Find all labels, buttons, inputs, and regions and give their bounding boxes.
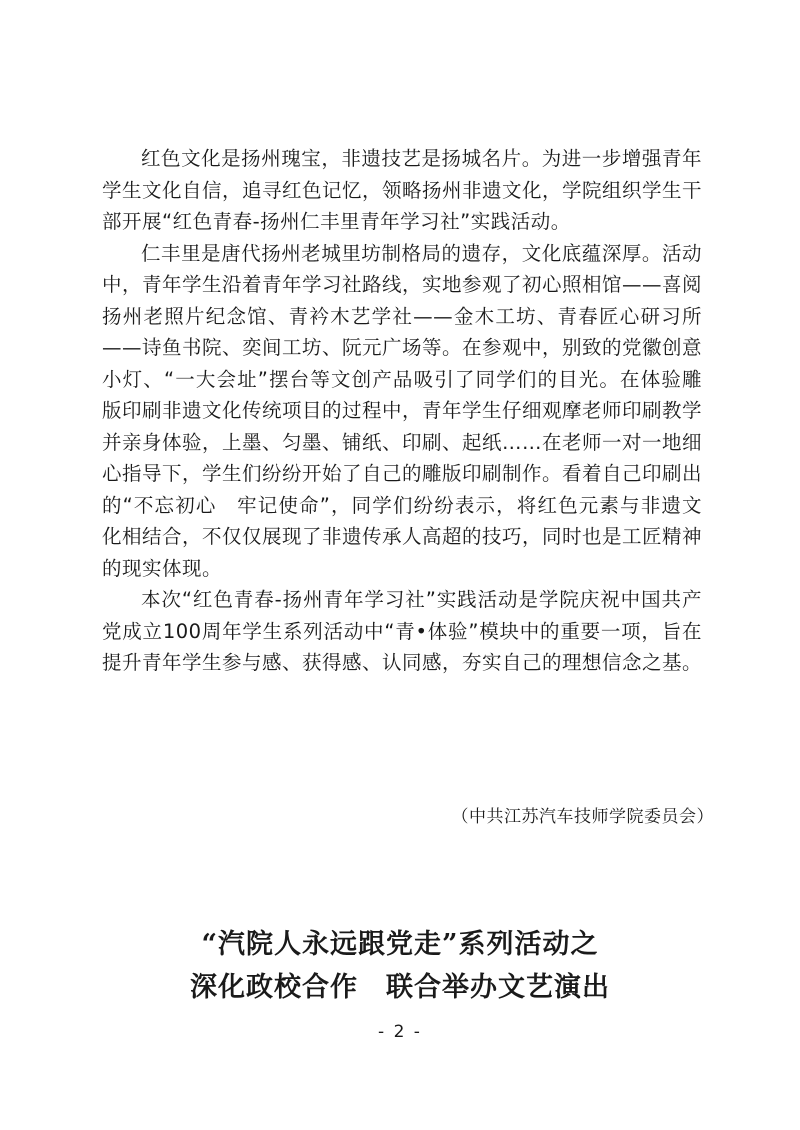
page-number: - 2 -	[378, 1022, 422, 1042]
article-body	[102, 143, 702, 679]
paragraph-summary: 本次“红色青春-扬州青年学习社”实践活动是学院庆祝中国共产党成立100周年学生系列活动中“青•体验”模块中的重要一项，旨在提升青年学生参与感、获得感、认同感，夯实自己的理想信念之基。	[102, 588, 703, 674]
article-signature: （中共江苏汽车技师学院委员会）	[451, 807, 714, 827]
next-article-title-line2: 深化政校合作 联合举办文艺演出	[190, 972, 610, 1003]
paragraph-intro: 红色文化是扬州瑰宝，非遗技艺是扬城名片。为进一步增强青年学生文化自信，追寻红色记忆，领略扬州非遗文化，学院组织学生干部开展“红色青春-扬州仁丰里青年学习社”实践活动。	[102, 147, 703, 233]
next-article-title-line1: “汽院人永远跟党走”系列活动之	[201, 929, 599, 960]
paragraph-activity: 仁丰里是唐代扬州老城里坊制格局的遗存，文化底蕴深厚。活动中，青年学生沿着青年学习社路线，实地参观了初心照相馆——喜阅扬州老照片纪念馆、青衿木艺学社——金木工坊、青春匠心研习所——诗鱼书院、奕间工坊、阮元广场等。在参观中，别致的党徽创意小灯、“一大会址”摆台等文创产品吸引了同学们的目光。在体验雕版印刷非遗文化传统项目的过程中，青年学生仔细观摩老师印刷教学并亲身体验，上墨、匀墨、铺纸、印刷、起纸……在老师一对一地细心指导下，学生们纷纷开始了自己的雕版印刷制作。看着自己印刷出的“不忘初心 牢记使命”，同学们纷纷表示，将红色元素与非遗文化相结合，不仅仅展现了非遗传承人高超的技巧，同时也是工匠精神的现实体现。	[102, 241, 703, 580]
